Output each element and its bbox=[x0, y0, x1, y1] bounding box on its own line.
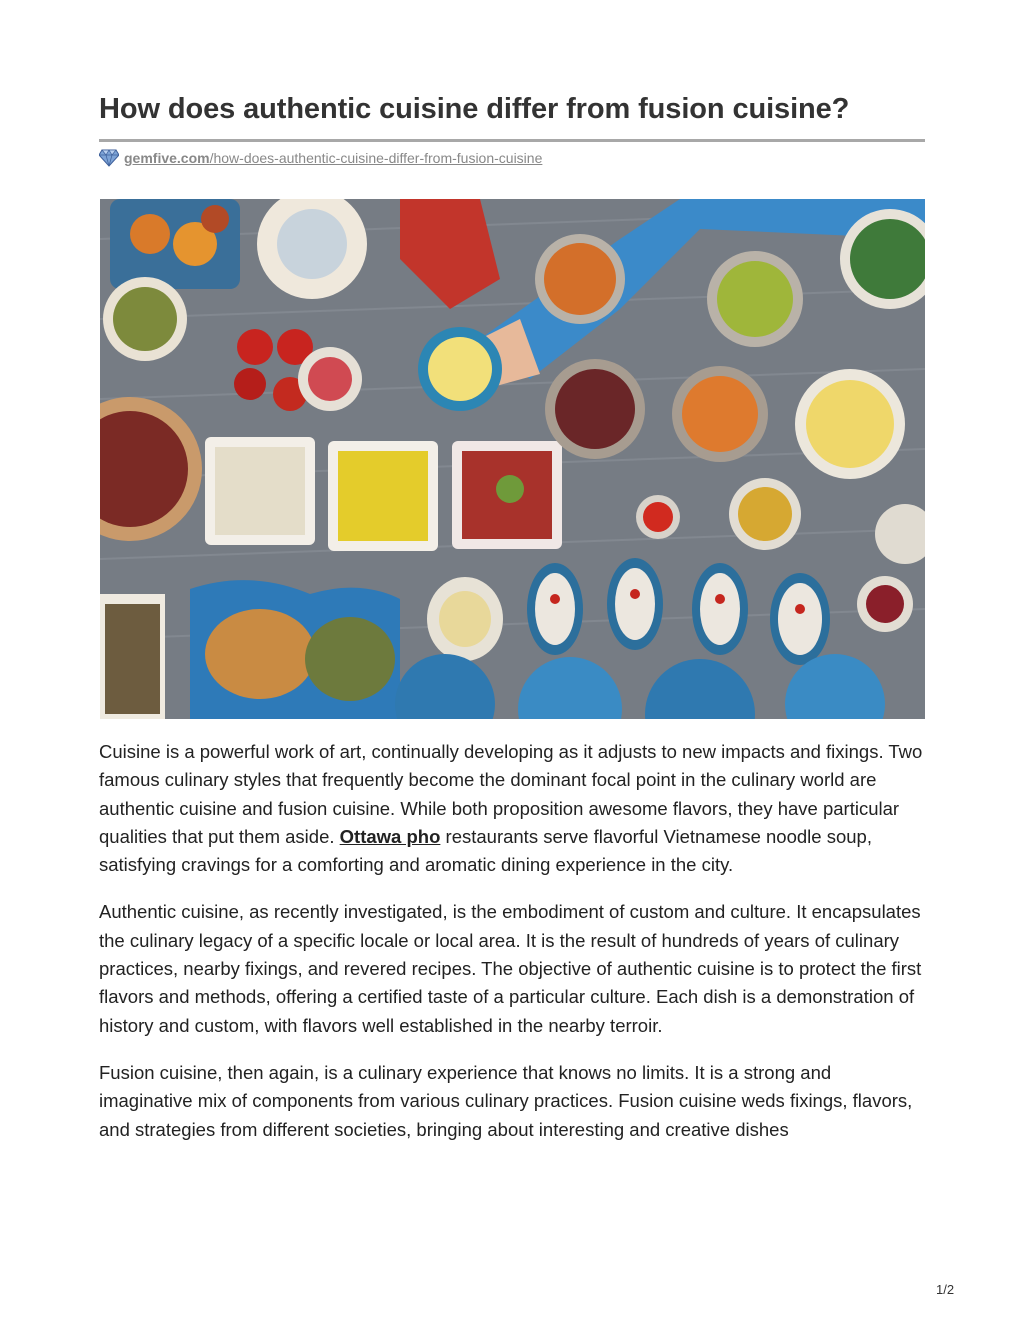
source-link-row bbox=[99, 148, 542, 168]
source-path: /how-does-authentic-cuisine-differ-from-fusion-cuisine bbox=[209, 150, 543, 166]
food-spread-illustration bbox=[100, 199, 925, 719]
page-title: How does authentic cuisine differ from fusion cuisine? bbox=[99, 93, 850, 125]
paragraph-authentic: Authentic cuisine, as recently investigated, is the embodiment of custom and culture. It encapsulates the culinary legacy of a specific locale or local area. It is the result of hundreds of years of culinary practices, nearby fixings, and revered recipes. The objective of authentic cuisine is to protect the first flavors and methods, offering a certified taste of a particular culture. Each dish is a demonstration of history and custom, with flavors well established in the nearby terroir. bbox=[99, 901, 922, 1036]
paragraph-fusion: Fusion cuisine, then again, is a culinary experience that knows no limits. It is a strong and imaginative mix of components from various culinary practices. Fusion cuisine weds fixings, flavors, and strategies from different societies, bringing about interesting and creative dishes bbox=[99, 1061, 913, 1140]
source-url-link[interactable] bbox=[124, 150, 542, 166]
paragraph-intro-text: Cuisine is a powerful work of art, continually developing as it adjusts to new impacts and fixings. Two famous culinary styles that frequently become the dominant focal point in the culinary world are authentic cuisine and fusion cuisine. While both proposition awesome flavors, they have particular qualities that put them aside. bbox=[99, 741, 923, 847]
page-number: 1/2 bbox=[936, 1282, 955, 1297]
title-divider bbox=[99, 139, 925, 142]
ottawa-pho-link[interactable]: Ottawa pho bbox=[339, 825, 441, 847]
diamond-icon bbox=[99, 149, 119, 167]
hero-image-food-spread bbox=[100, 199, 925, 719]
paragraph-intro bbox=[99, 738, 929, 879]
article-body bbox=[99, 738, 929, 1163]
paragraph-intro-text-after: restaurants serve flavorful Vietnamese noodle soup, satisfying cravings for a comforting and aromatic dining experience in the city. bbox=[99, 825, 872, 876]
source-domain: gemfive.com bbox=[124, 150, 210, 166]
